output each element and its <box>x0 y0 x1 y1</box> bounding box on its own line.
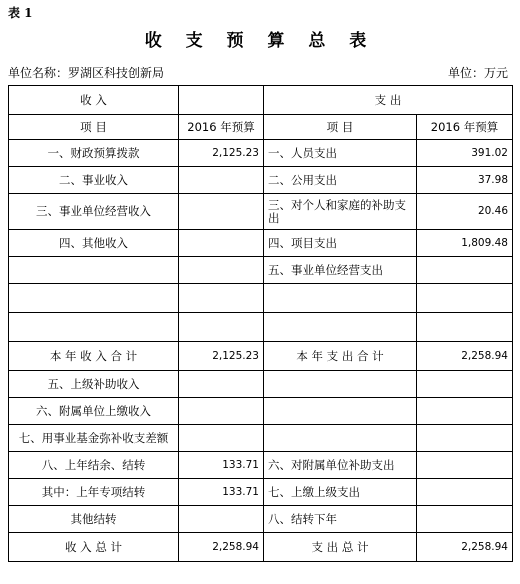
income-value <box>179 371 264 398</box>
income-value <box>179 284 264 313</box>
income-value <box>179 313 264 342</box>
unit-measure: 单位：万元 <box>447 66 508 80</box>
income-item: 三、事业单位经营收入 <box>9 194 179 230</box>
table-row <box>9 371 513 398</box>
income-value: 2,125.23 <box>179 140 264 167</box>
expense-item: 七、上缴上级支出 <box>264 479 417 506</box>
expense-item: 三、对个人和家庭的补助支出 <box>264 194 417 230</box>
income-item: 收 入 总 计 <box>9 533 179 562</box>
expense-item <box>264 425 417 452</box>
income-header-blank <box>179 86 264 115</box>
income-value <box>179 506 264 533</box>
income-value: 133.71 <box>179 479 264 506</box>
income-item: 八、上年结余、结转 <box>9 452 179 479</box>
income-value <box>179 398 264 425</box>
expense-item: 四、项目支出 <box>264 230 417 257</box>
table-row <box>9 140 513 167</box>
expense-value: 37.98 <box>417 167 513 194</box>
income-value <box>179 257 264 284</box>
table-row <box>9 506 513 533</box>
expense-value <box>417 452 513 479</box>
expense-value <box>417 398 513 425</box>
income-value <box>179 230 264 257</box>
income-item: 七、用事业基金弥补收支差额 <box>9 425 179 452</box>
expense-value: 391.02 <box>417 140 513 167</box>
expense-header: 支 出 <box>264 86 513 115</box>
expense-item-header: 项 目 <box>264 115 417 140</box>
expense-item <box>264 313 417 342</box>
expense-item: 支 出 总 计 <box>264 533 417 562</box>
expense-item <box>264 398 417 425</box>
income-value <box>179 194 264 230</box>
table-row <box>9 425 513 452</box>
column-header-row <box>9 115 513 140</box>
income-value: 2,258.94 <box>179 533 264 562</box>
income-item: 四、其他收入 <box>9 230 179 257</box>
expense-item: 六、对附属单位补助支出 <box>264 452 417 479</box>
table-row <box>9 313 513 342</box>
expense-value <box>417 257 513 284</box>
expense-item <box>264 371 417 398</box>
expense-item: 八、结转下年 <box>264 506 417 533</box>
income-item: 其中：上年专项结转 <box>9 479 179 506</box>
expense-value <box>417 284 513 313</box>
expense-value <box>417 425 513 452</box>
expense-value <box>417 313 513 342</box>
table-row <box>9 257 513 284</box>
expense-item: 五、事业单位经营支出 <box>264 257 417 284</box>
table-row <box>9 533 513 562</box>
table-row <box>9 167 513 194</box>
income-budget-header: 2016 年预算 <box>179 115 264 140</box>
table-row <box>9 479 513 506</box>
income-value: 133.71 <box>179 452 264 479</box>
income-item <box>9 313 179 342</box>
income-item: 五、上级补助收入 <box>9 371 179 398</box>
income-item: 二、事业收入 <box>9 167 179 194</box>
table-row <box>9 230 513 257</box>
table-row <box>9 194 513 230</box>
expense-value: 2,258.94 <box>417 533 513 562</box>
income-item: 一、财政预算拨款 <box>9 140 179 167</box>
expense-value <box>417 506 513 533</box>
income-item <box>9 257 179 284</box>
income-item-header: 项 目 <box>9 115 179 140</box>
expense-value: 2,258.94 <box>417 342 513 371</box>
expense-value <box>417 371 513 398</box>
expense-item: 一、人员支出 <box>264 140 417 167</box>
income-item: 本 年 收 入 合 计 <box>9 342 179 371</box>
expense-value <box>417 479 513 506</box>
unit-name: 单位名称：罗湖区科技创新局 <box>8 66 165 80</box>
table-row <box>9 284 513 313</box>
table-label: 表 1 <box>8 6 33 20</box>
income-value <box>179 425 264 452</box>
income-item: 其他结转 <box>9 506 179 533</box>
expense-item: 本 年 支 出 合 计 <box>264 342 417 371</box>
income-item: 六、附属单位上缴收入 <box>9 398 179 425</box>
income-item <box>9 284 179 313</box>
expense-value: 1,809.48 <box>417 230 513 257</box>
income-header: 收 入 <box>9 86 179 115</box>
table-row <box>9 452 513 479</box>
expense-value: 20.46 <box>417 194 513 230</box>
income-value <box>179 167 264 194</box>
budget-table <box>8 85 513 562</box>
page-title: 收 支 预 算 总 表 <box>144 31 376 51</box>
table-row <box>9 342 513 371</box>
expense-item: 二、公用支出 <box>264 167 417 194</box>
table-row <box>9 398 513 425</box>
table-header-row <box>9 86 513 115</box>
income-value: 2,125.23 <box>179 342 264 371</box>
expense-budget-header: 2016 年预算 <box>417 115 513 140</box>
expense-item <box>264 284 417 313</box>
